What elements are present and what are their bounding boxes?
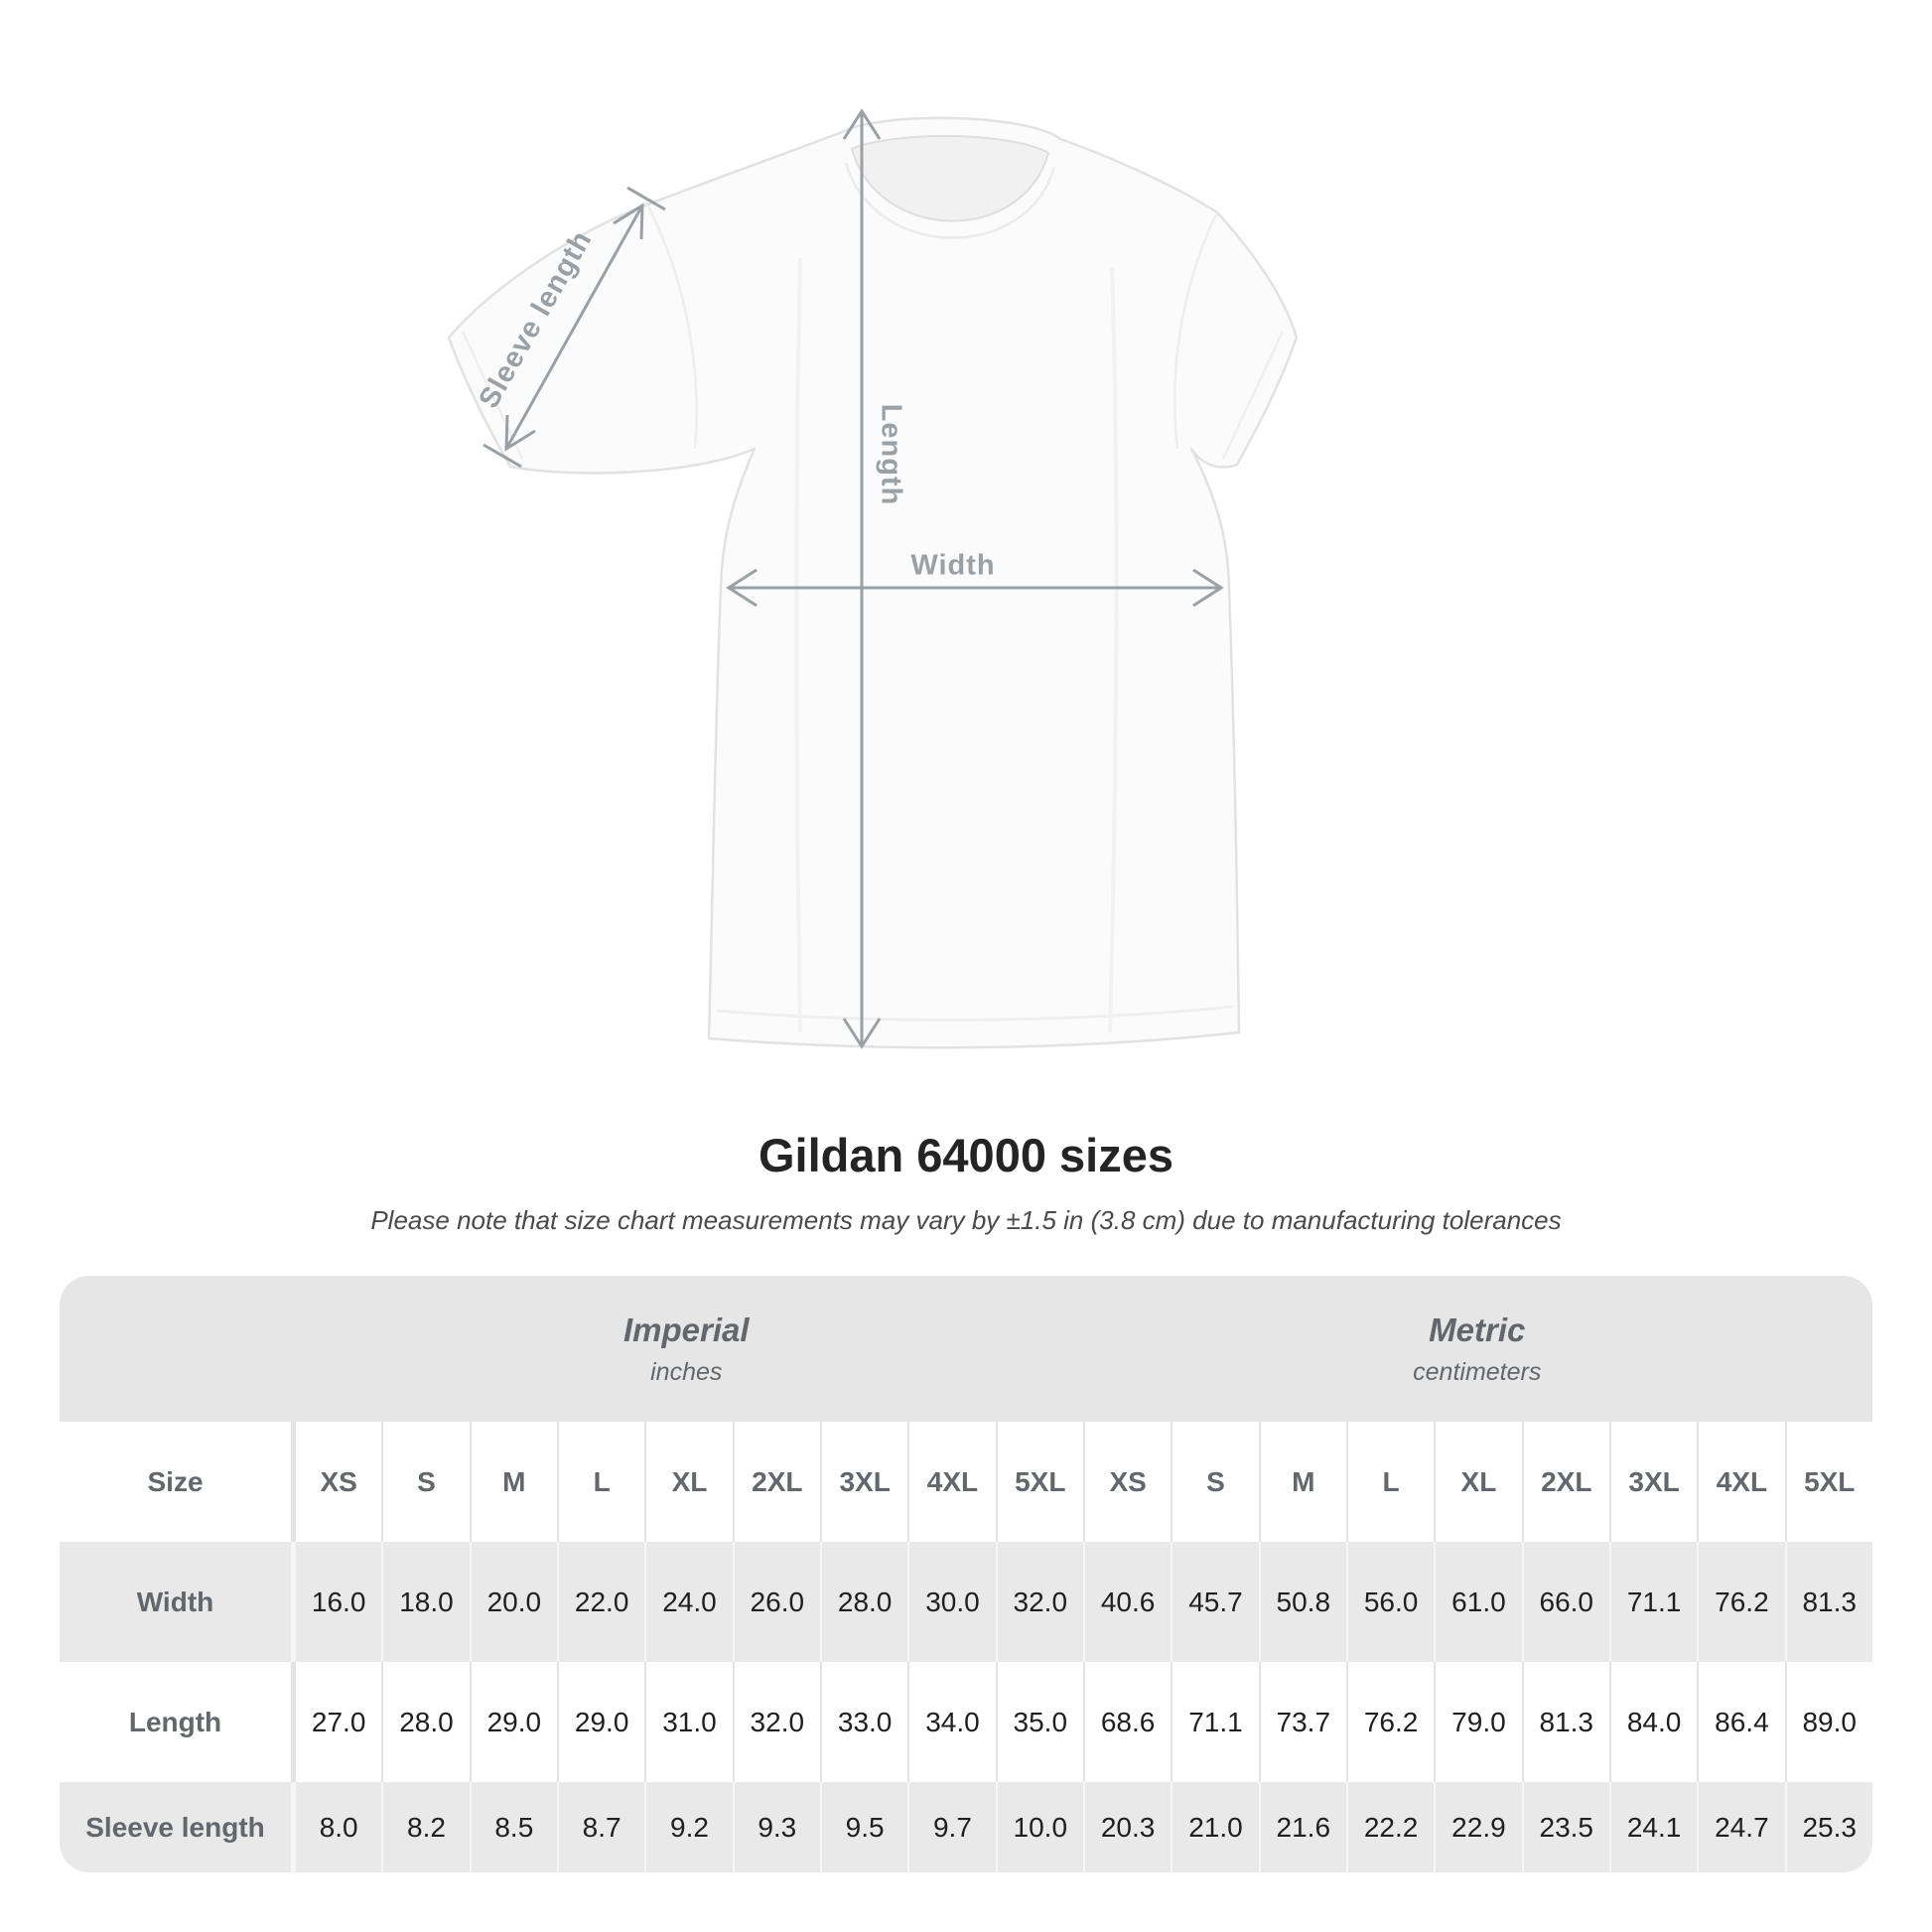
table-cell: 84.0 <box>1609 1662 1697 1782</box>
table-cell: 28.0 <box>381 1662 469 1782</box>
row-label: Width <box>136 1586 214 1617</box>
table-cell: 89.0 <box>1785 1662 1872 1782</box>
table-cell: 24.1 <box>1609 1782 1697 1872</box>
row-label: Length <box>128 1706 222 1737</box>
table-cell: 28.0 <box>820 1542 907 1662</box>
size-header-cell: 3XL <box>1609 1422 1697 1542</box>
table-cell: 33.0 <box>820 1662 907 1782</box>
size-header-cell: XS <box>1083 1422 1171 1542</box>
size-header-cell: 5XL <box>996 1422 1083 1542</box>
size-header-cell: M <box>1259 1422 1346 1542</box>
table-cell: 20.0 <box>470 1542 557 1662</box>
table-cell: 23.5 <box>1522 1782 1609 1872</box>
table-cell: 29.0 <box>470 1662 557 1782</box>
table-cell: 81.3 <box>1522 1662 1609 1782</box>
size-header-cell: L <box>557 1422 644 1542</box>
table-cell: 73.7 <box>1259 1662 1346 1782</box>
sleeve-length-row <box>60 1782 1872 1872</box>
table-cell: 76.2 <box>1697 1542 1784 1662</box>
size-header-cell: XL <box>644 1422 732 1542</box>
table-cell: 22.9 <box>1434 1782 1521 1872</box>
table-cell: 18.0 <box>381 1542 469 1662</box>
size-header-cell: S <box>381 1422 469 1542</box>
size-header-cell: 3XL <box>820 1422 907 1542</box>
table-cell: 66.0 <box>1522 1542 1609 1662</box>
size-header-cell: XL <box>1434 1422 1521 1542</box>
size-header-cell: 4XL <box>1697 1422 1784 1542</box>
size-header-cell: S <box>1171 1422 1258 1542</box>
table-cell: 30.0 <box>907 1542 995 1662</box>
size-header-cell: L <box>1346 1422 1434 1542</box>
table-cell: 31.0 <box>644 1662 732 1782</box>
table-cell: 10.0 <box>996 1782 1083 1872</box>
table-cell: 76.2 <box>1346 1662 1434 1782</box>
table-cell: 56.0 <box>1346 1542 1434 1662</box>
table-cell: 40.6 <box>1083 1542 1171 1662</box>
metric-section-header <box>1082 1276 1873 1422</box>
row-label: Sleeve length <box>85 1811 265 1843</box>
length-row <box>60 1662 1872 1782</box>
size-header-cell: 4XL <box>907 1422 995 1542</box>
table-cell: 20.3 <box>1083 1782 1171 1872</box>
length-label: Length <box>875 403 907 506</box>
table-cell: 29.0 <box>557 1662 644 1782</box>
table-cell: 32.0 <box>733 1662 820 1782</box>
imperial-section-header <box>291 1276 1082 1422</box>
table-cell: 24.0 <box>644 1542 732 1662</box>
table-cell: 32.0 <box>996 1542 1083 1662</box>
table-cell: 34.0 <box>907 1662 995 1782</box>
table-cell: 35.0 <box>996 1662 1083 1782</box>
table-cell: 86.4 <box>1697 1662 1784 1782</box>
table-cell: 25.3 <box>1785 1782 1872 1872</box>
table-cell: 9.7 <box>907 1782 995 1872</box>
table-cell: 21.6 <box>1259 1782 1346 1872</box>
row-label: Size <box>147 1465 204 1497</box>
table-cell: 22.2 <box>1346 1782 1434 1872</box>
tolerance-note: Please note that size chart measurements may vary by ±1.5 in (3.8 cm) due to manufacturing tolerances <box>370 1205 1562 1235</box>
width-label: Width <box>910 549 996 582</box>
size-header-cell: 2XL <box>733 1422 820 1542</box>
size-header-cell: 2XL <box>1522 1422 1609 1542</box>
metric-title: Metric <box>1429 1311 1526 1348</box>
table-cell: 27.0 <box>291 1662 381 1782</box>
size-header-cell: XS <box>291 1422 381 1542</box>
table-cell: 8.2 <box>381 1782 469 1872</box>
sleeve-length-label: Sleeve length <box>473 224 599 414</box>
table-cell: 26.0 <box>733 1542 820 1662</box>
table-cell: 8.7 <box>557 1782 644 1872</box>
size-header-cell: 5XL <box>1785 1422 1872 1542</box>
metric-unit: centimeters <box>1413 1357 1542 1386</box>
table-cell: 79.0 <box>1434 1662 1521 1782</box>
size-header-row <box>60 1422 1872 1542</box>
size-table <box>60 1276 1872 1872</box>
table-cell: 9.2 <box>644 1782 732 1872</box>
table-cell: 61.0 <box>1434 1542 1521 1662</box>
size-header-cell: M <box>470 1422 557 1542</box>
header-corner-spacer <box>60 1276 291 1422</box>
table-cell: 24.7 <box>1697 1782 1784 1872</box>
table-cell: 68.6 <box>1083 1662 1171 1782</box>
page-title: Gildan 64000 sizes <box>758 1129 1174 1181</box>
table-cell: 21.0 <box>1171 1782 1258 1872</box>
table-cell: 71.1 <box>1609 1542 1697 1662</box>
width-row <box>60 1542 1872 1662</box>
table-cell: 16.0 <box>291 1542 381 1662</box>
table-cell: 9.3 <box>733 1782 820 1872</box>
table-cell: 45.7 <box>1171 1542 1258 1662</box>
table-cell: 81.3 <box>1785 1542 1872 1662</box>
table-cell: 9.5 <box>820 1782 907 1872</box>
table-cell: 8.0 <box>291 1782 381 1872</box>
table-header-band <box>60 1276 1872 1422</box>
table-cell: 8.5 <box>470 1782 557 1872</box>
table-cell: 22.0 <box>557 1542 644 1662</box>
imperial-title: Imperial <box>622 1311 750 1348</box>
imperial-unit: inches <box>650 1357 723 1386</box>
table-cell: 50.8 <box>1259 1542 1346 1662</box>
table-cell: 71.1 <box>1171 1662 1258 1782</box>
